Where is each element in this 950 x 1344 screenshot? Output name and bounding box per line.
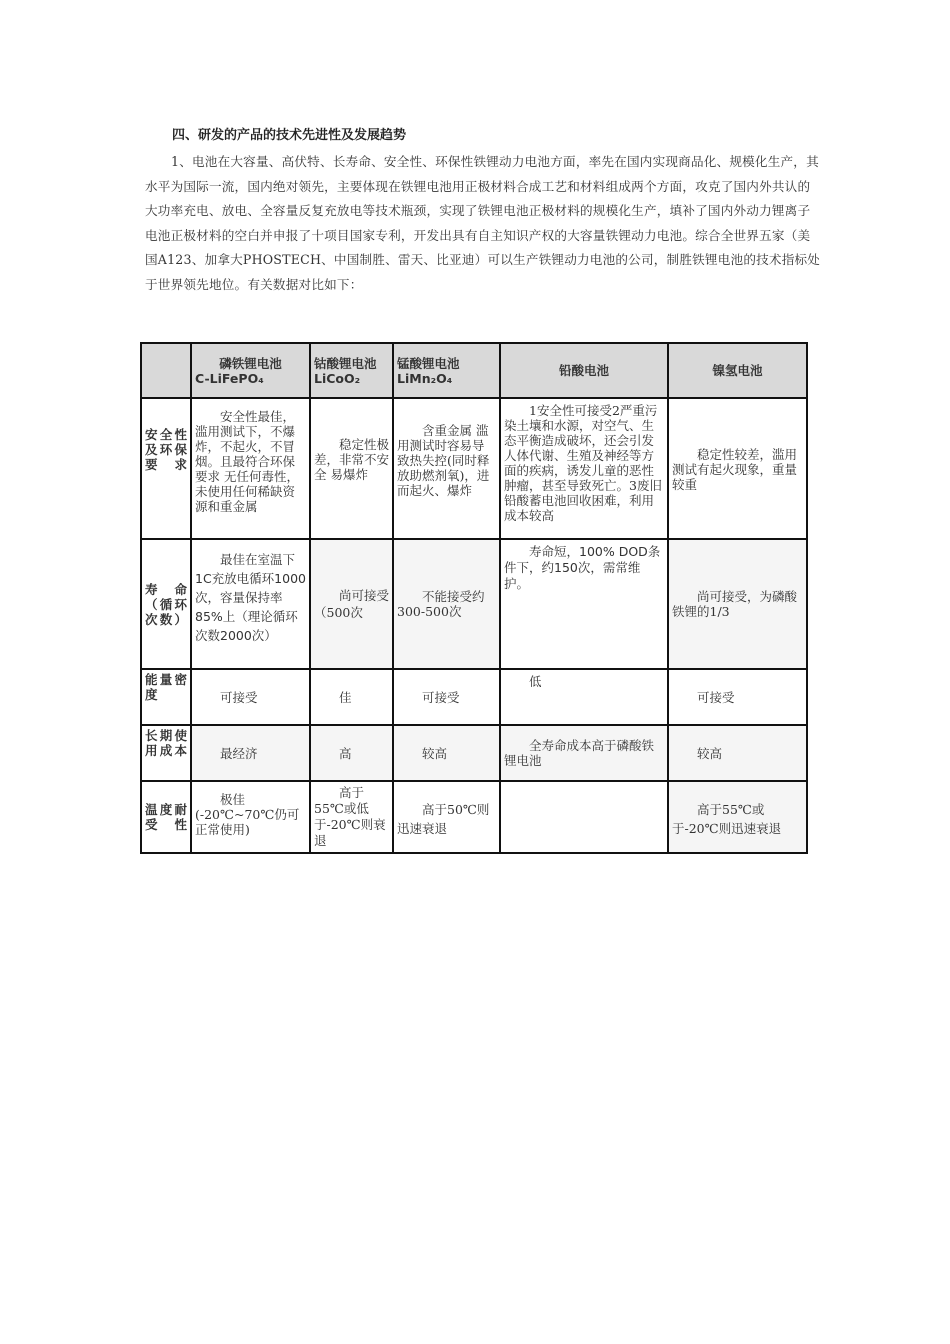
- cell-cycle-lifepo4: 最佳在室温下1C充放电循环1000次，容量保持率85%上（理论循环次数2000次）: [191, 539, 310, 669]
- row-label-long-term-cost: 长期使用成本: [141, 725, 191, 781]
- header-licoo2: [310, 343, 393, 398]
- cell-temp-lifepo4: 极佳(-20℃~70℃仍可正常使用): [191, 781, 310, 853]
- row-label-cycle-life: 寿命（循环次数）: [141, 539, 191, 669]
- table-row-temperature: [141, 781, 807, 853]
- header-lead-acid: 铅酸电池: [500, 343, 668, 398]
- cell-safety-lead-acid: 1安全性可接受2严重污染土壤和水源，对空气、生态平衡造成破坏，还会引发人体代谢、生殖及神经等方面的疾病，诱发儿童的恶性肿瘤，甚至导致死亡。3废旧铅酸蓄电池回收困难，利用成本较高: [500, 398, 668, 539]
- row-label-energy-density: 能量密度: [141, 669, 191, 725]
- header-limn2o4-name: 锰酸锂电池: [397, 355, 460, 371]
- cell-safety-nimh: 稳定性较差，滥用测试有起火现象，重量较重: [668, 398, 807, 539]
- header-lifepo4-name: 磷铁锂电池: [219, 355, 282, 371]
- header-licoo2-formula: LiCoO₂: [314, 370, 361, 386]
- cell-cost-nimh: 较高: [668, 725, 807, 781]
- battery-comparison-table: [140, 342, 808, 854]
- cell-temp-limn2o4: 高于50℃则迅速衰退: [393, 781, 500, 853]
- header-limn2o4: [393, 343, 500, 398]
- table-header-row: [141, 343, 807, 398]
- table-row-cycle-life: [141, 539, 807, 669]
- cell-cost-lead-acid: 全寿命成本高于磷酸铁锂电池: [500, 725, 668, 781]
- table-row-safety: [141, 398, 807, 539]
- cell-safety-licoo2: 稳定性极差，非常不安全 易爆炸: [310, 398, 393, 539]
- cell-temp-lead-acid: [500, 781, 668, 853]
- cell-cost-limn2o4: 较高: [393, 725, 500, 781]
- cell-temp-nimh: 高于55℃或于-20℃则迅速衰退: [668, 781, 807, 853]
- table-row-long-term-cost: [141, 725, 807, 781]
- intro-paragraph: 1、电池在大容量、高伏特、长寿命、安全性、环保性铁锂动力电池方面，率先在国内实现商品化、规模化生产，其水平为国际一流，国内绝对领先，主要体现在铁锂电池用正极材料合成工艺和材料组成两个方面，攻克了国内外共认的大功率充电、放电、全容量反复充放电等技术瓶颈，实现了铁锂电池正极材料的规模化生产，填补了国内外动力锂离子电池正极材料的空白并申报了十项目国家专利，开发出具有自主知识产权的大容量铁锂动力电池。综合全世界五家（美国A123、加拿大PHOSTECH、中国制胜、雷天、比亚迪）可以生产铁锂动力电池的公司，制胜铁锂电池的技术指标处于世界领先地位。有关数据对比如下：: [145, 154, 821, 292]
- cell-cost-licoo2: 高: [310, 725, 393, 781]
- cell-energy-nimh: 可接受: [668, 669, 807, 725]
- header-lifepo4: [191, 343, 310, 398]
- cell-cycle-licoo2: 尚可接受（500次: [310, 539, 393, 669]
- cell-energy-lead-acid: 低: [500, 669, 668, 725]
- cell-cycle-lead-acid: 寿命短，100% DOD条件下，约150次，需常维护。: [500, 539, 668, 669]
- cell-cost-lifepo4: 最经济: [191, 725, 310, 781]
- cell-energy-lifepo4: 可接受: [191, 669, 310, 725]
- cell-energy-licoo2: 佳: [310, 669, 393, 725]
- header-licoo2-name: 钴酸锂电池: [314, 355, 377, 371]
- cell-energy-limn2o4: 可接受: [393, 669, 500, 725]
- header-corner: [141, 343, 191, 398]
- header-nimh: 镍氢电池: [668, 343, 807, 398]
- row-label-temperature: 温度耐受性: [141, 781, 191, 853]
- cell-safety-limn2o4: 含重金属 滥用测试时容易导致热失控(同时释放助燃剂氧)，进而起火、爆炸: [393, 398, 500, 539]
- header-lifepo4-formula: C-LiFePO₄: [195, 370, 264, 386]
- table-row-energy-density: [141, 669, 807, 725]
- cell-temp-licoo2: 高于55℃或低于-20℃则衰退: [310, 781, 393, 853]
- row-label-safety: 安全性及环保要求: [141, 398, 191, 539]
- cell-safety-lifepo4: 安全性最佳，滥用测试下，不爆炸，不起火，不冒烟。且最符合环保要求 无任何毒性，未使用任何稀缺资源和重金属: [191, 398, 310, 539]
- cell-cycle-nimh: 尚可接受，为磷酸铁锂的1/3: [668, 539, 807, 669]
- header-limn2o4-formula: LiMn₂O₄: [397, 370, 453, 386]
- cell-cycle-limn2o4: 不能接受约300-500次: [393, 539, 500, 669]
- section-heading: 四、研发的产品的技术先进性及发展趋势: [172, 128, 407, 143]
